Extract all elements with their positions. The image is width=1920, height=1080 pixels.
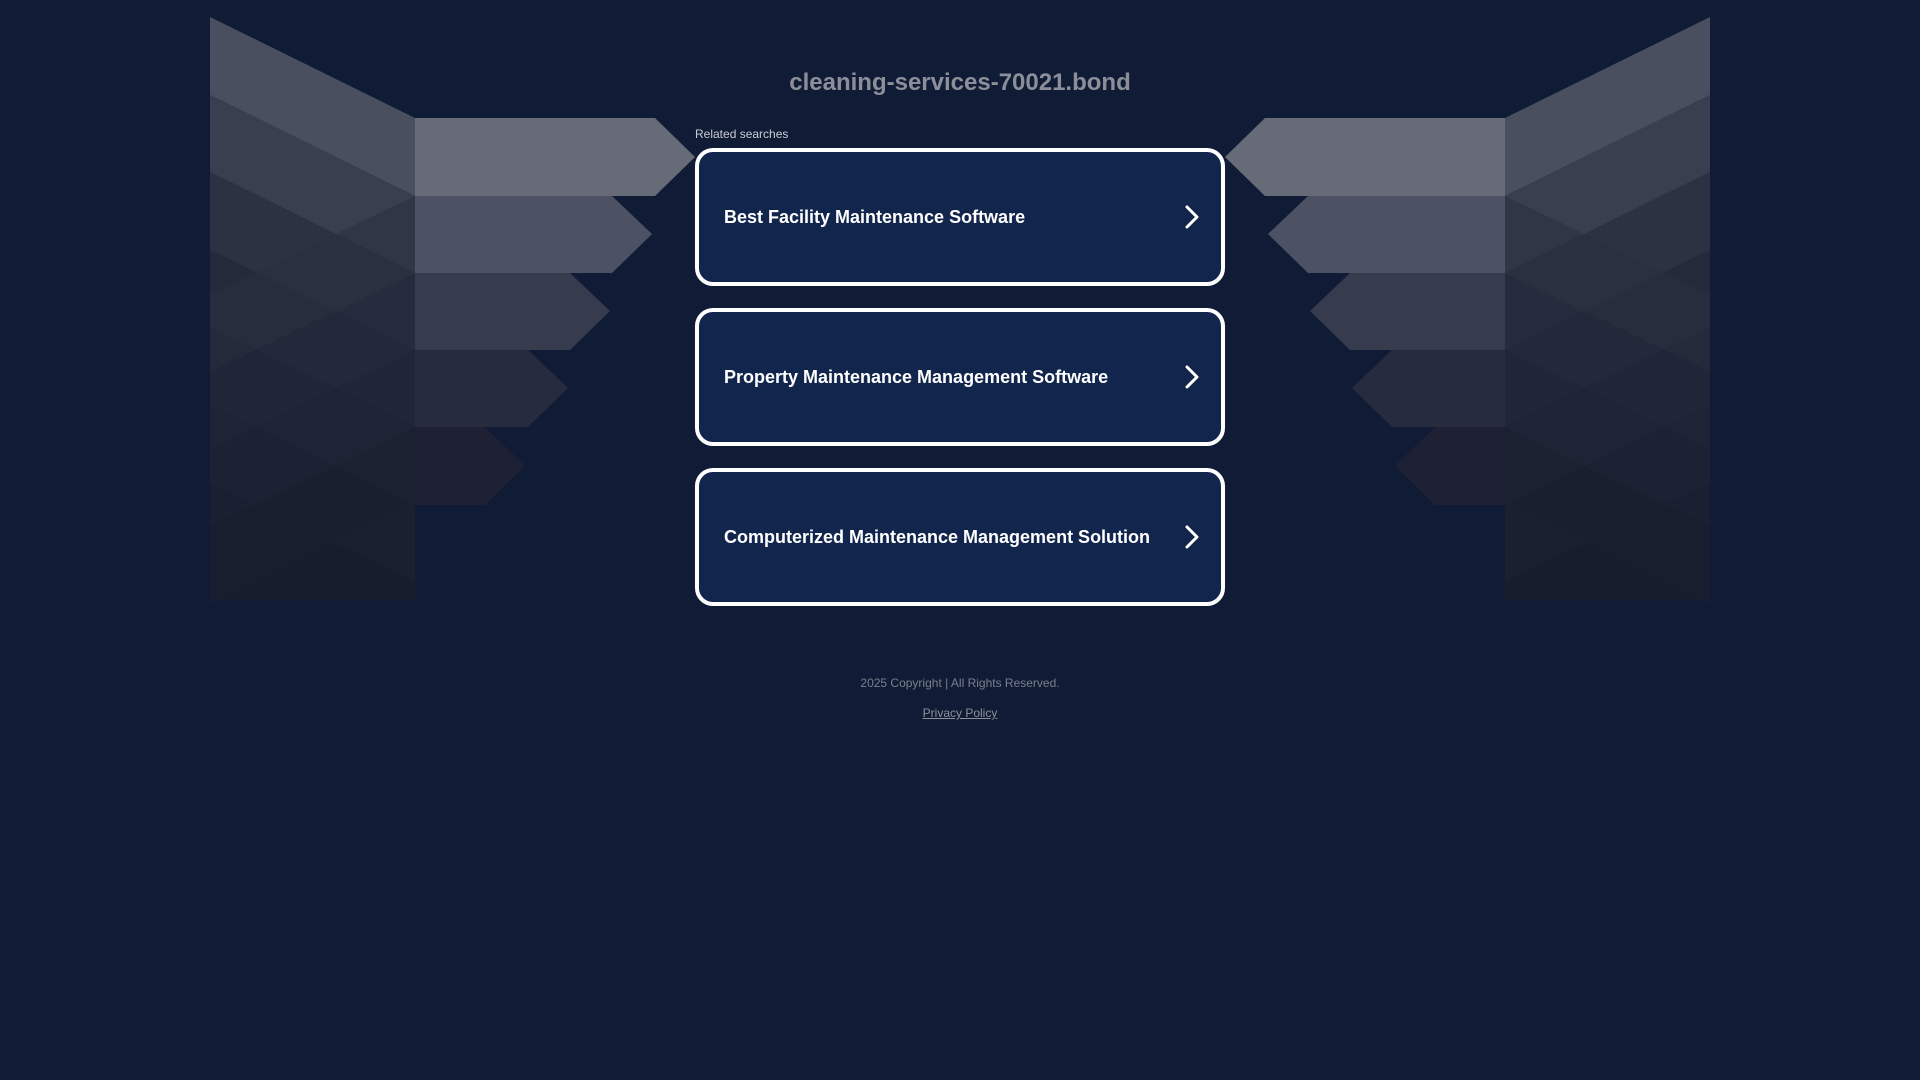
privacy-policy-link[interactable]: Privacy Policy [922,706,998,720]
chevron-right-icon [1181,364,1203,390]
chevron-right-icon [1181,204,1203,230]
domain-title: cleaning-services-70021.bond [789,69,1131,96]
related-link-label: Property Maintenance Management Software [724,367,1109,387]
related-link-label: Best Facility Maintenance Software [724,207,1026,227]
chevron-right-icon [1181,524,1203,550]
related-searches-label: Related searches [695,127,789,141]
related-link-label: Computerized Maintenance Management Solution [724,527,1151,547]
related-link-computerized-maintenance-management-solution[interactable] [695,468,1225,606]
related-link-property-maintenance-management-software[interactable] [695,308,1225,446]
related-link-best-facility-maintenance-software[interactable] [695,148,1225,286]
footer-copyright: 2025 Copyright | All Rights Reserved. [860,676,1060,690]
footer-privacy [0,706,1920,720]
